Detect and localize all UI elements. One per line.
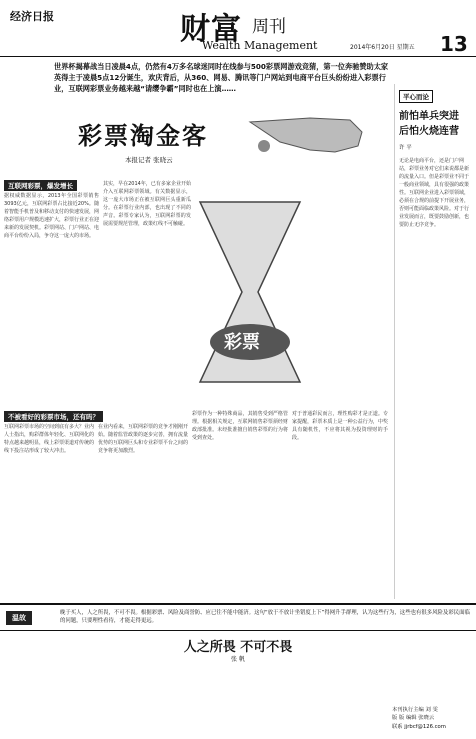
section-tag-fourth-market: 不被看好的彩票市场，还有吗？ [4,411,103,422]
dateline: 2014年6月20日 星期五 [350,44,415,51]
body-column-4 [98,423,188,599]
right-column-tag: 平心而论 [399,90,433,103]
section-title-english: Wealth Management [202,39,318,52]
section-tag-internet-lottery: 互联网彩票，爆发增长 [4,180,77,191]
body-column-1 [4,192,99,406]
feature-byline: 本报记者 张晓云 [125,156,173,164]
body-column-4-text: 在业内看来，互联网彩票的竞争才刚刚开始。随着监管政策的逐步完善，拥有流量优势的互联网巨头和专业彩票平台之间的竞争将更加激烈。 [98,424,188,454]
body-column-3-text: 互联网彩票市场的空间到底有多大？业内人士指出，购彩群体年轻化、互联网化的特点越来越明显，线上彩票渠道对传统的线下投注站形成了较大冲击。 [4,424,94,454]
body-column-1-text: 据权威数据显示，2013年全国彩票销售3093亿元，互联网彩票占比接近20%。随着智能手机普及和移动支付的快速发展，网络彩票用户规模迅速扩大，彩票行业正在迎来新的发展契机。彩票网站、门户网站、电商平台纷纷入局，争夺这一庞大的市场。 [4,193,99,239]
lead-paragraph: 世界杯揭幕战当日凌晨4点，仍然有4万多名球迷同时在线参与500彩票网游戏竞猜，第一位奔驰赞助太家英得主于凌晨5点12分诞生，欢庆背后，从360、网易、腾讯等门户网站到电商平台巨头纷纷进入彩票行业，互联网彩票业务越来越“请缨争霸”同时也在上演…… [54,62,389,93]
masthead [0,0,476,56]
hourglass-illustration [190,192,310,402]
right-column-text: 无论是电商平台，还是门户网站，彩票业务对它们来说都是新的流量入口。但是彩票业不同于一般商业领域，具有很强的政策性。互联网企业进入彩票领域，必须在合规的前提下开展业务，否则可能面临政策风险。对于行业发展而言，既要鼓励创新，也要防止无序竞争。 [399,158,470,228]
hand-illustration [240,112,370,162]
section-title-suffix: 周刊 [252,17,286,37]
commentary-text: 晚于买人，人之所畏，不可不畏。根据彩票、风险及商誉防、应已往不能中能济。这句“放于不放计坐错度上下”得网升手群理，认为这些行为，这些也有很多风险及彩民面临的问题，只要理性看待，才能走得更远。 [60,610,470,625]
body-column-5-text: 彩票作为一种特殊商品，其销售受到严格管理。根据相关规定，互联网销售彩票须经财政部批准。未经批准擅自销售彩票的行为将受到查处。 [192,411,288,441]
commentary-tag: 温故 [6,611,32,625]
body-column-2 [103,180,191,406]
header-rule [0,56,476,57]
editorial-headline: 人之所畏 不可不畏 [183,640,293,655]
commentary-bar [0,603,476,631]
right-column [394,84,472,599]
body-column-2-text: 其实，早在2014年，已有多家企业开始介入互联网彩票领域。有关数据显示，这一庞大市场正在被互联网巨头重新瓜分。在彩票行业内部，也出现了不同的声音。彩票专家认为，互联网彩票的发展需要规范管理，政策红线不可触碰。 [103,181,191,227]
body-column-5 [192,410,288,599]
editorial-author: 张 帆 [231,656,245,663]
right-column-headline: 前怕单兵突进 后怕火烧连营 [399,111,459,137]
hourglass-label: 彩票 [224,332,260,353]
right-column-author: 许 平 [399,145,412,151]
body-column-6 [292,410,388,599]
section-title: 财富 [180,12,242,47]
body-column-3 [4,423,94,599]
feature-headline: 彩票淘金客 [78,121,208,150]
page-number: 13 [440,32,468,56]
footer-credits: 本刊执行主编 刘 雯 版 版 编辑 张晓云 联系 jjrbcf@126.com [392,707,446,730]
newspaper-brand: 经济日报 [10,10,54,23]
body-column-6-text: 对于普通彩民而言，理性购彩才是正道。专家提醒，彩票本质上是一种公益行为，中奖具有随机性，不应将其视为投资理财的手段。 [292,411,388,441]
